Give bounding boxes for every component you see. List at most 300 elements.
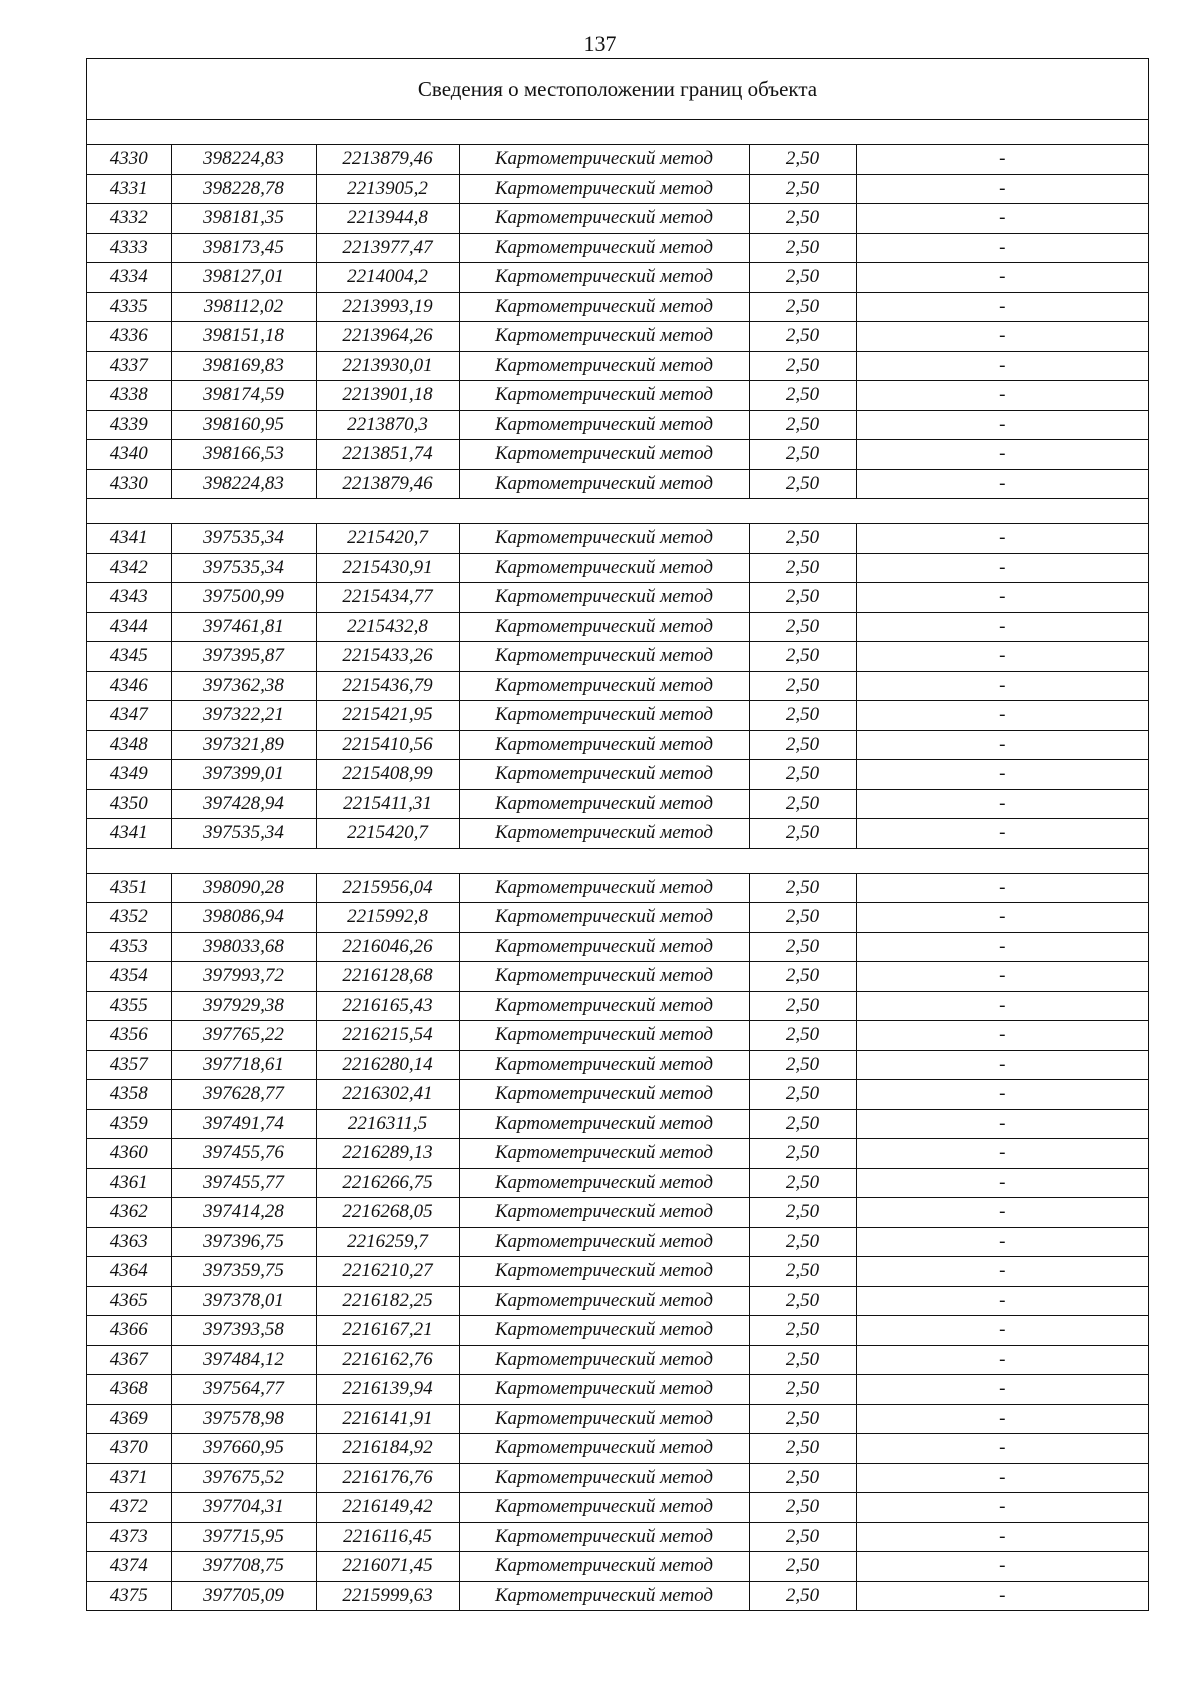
y-coordinate-cell: 2215436,79 — [316, 671, 459, 701]
accuracy-cell: 2,50 — [749, 1139, 856, 1169]
y-coordinate-cell: 2215408,99 — [316, 760, 459, 790]
description-cell: - — [856, 1168, 1148, 1198]
description-cell: - — [856, 351, 1148, 381]
y-coordinate-cell: 2213851,74 — [316, 440, 459, 470]
table-row — [87, 381, 1148, 411]
table-row — [87, 233, 1148, 263]
method-cell: Картометрический метод — [459, 204, 749, 234]
table-row — [87, 263, 1148, 293]
accuracy-cell: 2,50 — [749, 1552, 856, 1582]
point-number-cell: 4374 — [87, 1552, 171, 1582]
y-coordinate-cell: 2216259,7 — [316, 1227, 459, 1257]
description-cell: - — [856, 1375, 1148, 1405]
point-number-cell: 4343 — [87, 583, 171, 613]
point-number-cell: 4357 — [87, 1050, 171, 1080]
method-cell: Картометрический метод — [459, 760, 749, 790]
table-row — [87, 1404, 1148, 1434]
description-cell: - — [856, 1198, 1148, 1228]
point-number-cell: 4346 — [87, 671, 171, 701]
point-number-cell: 4330 — [87, 145, 171, 174]
y-coordinate-cell: 2215420,7 — [316, 524, 459, 554]
x-coordinate-cell: 398173,45 — [171, 233, 316, 263]
method-cell: Картометрический метод — [459, 1080, 749, 1110]
table-row — [87, 174, 1148, 204]
description-cell: - — [856, 1581, 1148, 1610]
method-cell: Картометрический метод — [459, 730, 749, 760]
method-cell: Картометрический метод — [459, 1493, 749, 1523]
point-number-cell: 4347 — [87, 701, 171, 731]
table-row — [87, 1581, 1148, 1610]
accuracy-cell: 2,50 — [749, 1434, 856, 1464]
x-coordinate-cell: 397535,34 — [171, 819, 316, 849]
description-cell: - — [856, 1227, 1148, 1257]
method-cell: Картометрический метод — [459, 1021, 749, 1051]
method-cell: Картометрический метод — [459, 145, 749, 174]
accuracy-cell: 2,50 — [749, 263, 856, 293]
x-coordinate-cell: 397564,77 — [171, 1375, 316, 1405]
accuracy-cell: 2,50 — [749, 932, 856, 962]
table-title: Сведения о местоположении границ объекта — [87, 59, 1148, 120]
y-coordinate-cell: 2214004,2 — [316, 263, 459, 293]
y-coordinate-cell: 2213901,18 — [316, 381, 459, 411]
y-coordinate-cell: 2215992,8 — [316, 903, 459, 933]
y-coordinate-cell: 2216302,41 — [316, 1080, 459, 1110]
description-cell: - — [856, 381, 1148, 411]
point-number-cell: 4367 — [87, 1345, 171, 1375]
point-number-cell: 4354 — [87, 962, 171, 992]
point-number-cell: 4332 — [87, 204, 171, 234]
accuracy-cell: 2,50 — [749, 671, 856, 701]
point-number-cell: 4341 — [87, 819, 171, 849]
accuracy-cell: 2,50 — [749, 1463, 856, 1493]
x-coordinate-cell: 397718,61 — [171, 1050, 316, 1080]
method-cell: Картометрический метод — [459, 1522, 749, 1552]
description-cell: - — [856, 1552, 1148, 1582]
accuracy-cell: 2,50 — [749, 1168, 856, 1198]
accuracy-cell: 2,50 — [749, 701, 856, 731]
table-row — [87, 760, 1148, 790]
accuracy-cell: 2,50 — [749, 962, 856, 992]
description-cell: - — [856, 903, 1148, 933]
table-row — [87, 322, 1148, 352]
x-coordinate-cell: 397396,75 — [171, 1227, 316, 1257]
x-coordinate-cell: 398181,35 — [171, 204, 316, 234]
y-coordinate-cell: 2216176,76 — [316, 1463, 459, 1493]
point-number-cell: 4366 — [87, 1316, 171, 1346]
method-cell: Картометрический метод — [459, 524, 749, 554]
x-coordinate-cell: 397461,81 — [171, 612, 316, 642]
table-row — [87, 1286, 1148, 1316]
accuracy-cell: 2,50 — [749, 1286, 856, 1316]
y-coordinate-cell: 2215432,8 — [316, 612, 459, 642]
x-coordinate-cell: 397322,21 — [171, 701, 316, 731]
point-number-cell: 4330 — [87, 469, 171, 499]
x-coordinate-cell: 397359,75 — [171, 1257, 316, 1287]
method-cell: Картометрический метод — [459, 351, 749, 381]
y-coordinate-cell: 2215433,26 — [316, 642, 459, 672]
description-cell: - — [856, 1434, 1148, 1464]
page-number: 137 — [583, 31, 617, 56]
y-coordinate-cell: 2215999,63 — [316, 1581, 459, 1610]
point-number-cell: 4351 — [87, 873, 171, 903]
accuracy-cell: 2,50 — [749, 351, 856, 381]
table-row — [87, 1257, 1148, 1287]
point-number-cell: 4339 — [87, 410, 171, 440]
y-coordinate-cell: 2215434,77 — [316, 583, 459, 613]
description-cell: - — [856, 873, 1148, 903]
y-coordinate-cell: 2215430,91 — [316, 553, 459, 583]
y-coordinate-cell: 2213905,2 — [316, 174, 459, 204]
method-cell: Картометрический метод — [459, 789, 749, 819]
method-cell: Картометрический метод — [459, 583, 749, 613]
table-row — [87, 1316, 1148, 1346]
method-cell: Картометрический метод — [459, 1050, 749, 1080]
table-row — [87, 1168, 1148, 1198]
y-coordinate-cell: 2216167,21 — [316, 1316, 459, 1346]
method-cell: Картометрический метод — [459, 1404, 749, 1434]
description-cell: - — [856, 263, 1148, 293]
method-cell: Картометрический метод — [459, 1109, 749, 1139]
description-cell: - — [856, 524, 1148, 554]
method-cell: Картометрический метод — [459, 174, 749, 204]
description-cell: - — [856, 642, 1148, 672]
description-cell: - — [856, 553, 1148, 583]
method-cell: Картометрический метод — [459, 553, 749, 583]
accuracy-cell: 2,50 — [749, 642, 856, 672]
x-coordinate-cell: 397765,22 — [171, 1021, 316, 1051]
description-cell: - — [856, 145, 1148, 174]
table-row — [87, 351, 1148, 381]
accuracy-cell: 2,50 — [749, 204, 856, 234]
description-cell: - — [856, 1021, 1148, 1051]
method-cell: Картометрический метод — [459, 292, 749, 322]
point-number-cell: 4349 — [87, 760, 171, 790]
table-row — [87, 145, 1148, 174]
y-coordinate-cell: 2216184,92 — [316, 1434, 459, 1464]
table-row — [87, 932, 1148, 962]
y-coordinate-cell: 2213944,8 — [316, 204, 459, 234]
x-coordinate-cell: 397675,52 — [171, 1463, 316, 1493]
accuracy-cell: 2,50 — [749, 1050, 856, 1080]
description-cell: - — [856, 789, 1148, 819]
point-number-cell: 4365 — [87, 1286, 171, 1316]
description-cell: - — [856, 233, 1148, 263]
method-cell: Картометрический метод — [459, 322, 749, 352]
accuracy-cell: 2,50 — [749, 1198, 856, 1228]
description-cell: - — [856, 204, 1148, 234]
point-number-cell: 4371 — [87, 1463, 171, 1493]
boundary-sheet — [86, 58, 1149, 1611]
x-coordinate-cell: 397660,95 — [171, 1434, 316, 1464]
table-row — [87, 1375, 1148, 1405]
point-number-cell: 4331 — [87, 174, 171, 204]
x-coordinate-cell: 397321,89 — [171, 730, 316, 760]
point-number-cell: 4375 — [87, 1581, 171, 1610]
method-cell: Картометрический метод — [459, 381, 749, 411]
accuracy-cell: 2,50 — [749, 292, 856, 322]
x-coordinate-cell: 397578,98 — [171, 1404, 316, 1434]
y-coordinate-cell: 2216071,45 — [316, 1552, 459, 1582]
method-cell: Картометрический метод — [459, 1257, 749, 1287]
description-cell: - — [856, 701, 1148, 731]
accuracy-cell: 2,50 — [749, 469, 856, 499]
x-coordinate-cell: 398224,83 — [171, 145, 316, 174]
table-row — [87, 1493, 1148, 1523]
table-row — [87, 292, 1148, 322]
y-coordinate-cell: 2215420,7 — [316, 819, 459, 849]
method-cell: Картометрический метод — [459, 233, 749, 263]
y-coordinate-cell: 2216268,05 — [316, 1198, 459, 1228]
point-number-cell: 4364 — [87, 1257, 171, 1287]
accuracy-cell: 2,50 — [749, 1021, 856, 1051]
table-row — [87, 1227, 1148, 1257]
description-cell: - — [856, 819, 1148, 849]
table-row — [87, 1080, 1148, 1110]
x-coordinate-cell: 398090,28 — [171, 873, 316, 903]
method-cell: Картометрический метод — [459, 991, 749, 1021]
y-coordinate-cell: 2216210,27 — [316, 1257, 459, 1287]
x-coordinate-cell: 398160,95 — [171, 410, 316, 440]
x-coordinate-cell: 397399,01 — [171, 760, 316, 790]
table-row — [87, 524, 1148, 554]
point-number-cell: 4350 — [87, 789, 171, 819]
table-row — [87, 1139, 1148, 1169]
accuracy-cell: 2,50 — [749, 1375, 856, 1405]
description-cell: - — [856, 1080, 1148, 1110]
y-coordinate-cell: 2213964,26 — [316, 322, 459, 352]
table-row — [87, 583, 1148, 613]
group-separator-row — [87, 499, 1148, 524]
method-cell: Картометрический метод — [459, 1168, 749, 1198]
accuracy-cell: 2,50 — [749, 553, 856, 583]
x-coordinate-cell: 397705,09 — [171, 1581, 316, 1610]
y-coordinate-cell: 2213879,46 — [316, 145, 459, 174]
table-row — [87, 1109, 1148, 1139]
point-number-cell: 4334 — [87, 263, 171, 293]
y-coordinate-cell: 2216128,68 — [316, 962, 459, 992]
table-row — [87, 1345, 1148, 1375]
description-cell: - — [856, 760, 1148, 790]
description-cell: - — [856, 1345, 1148, 1375]
point-number-cell: 4356 — [87, 1021, 171, 1051]
table-row — [87, 730, 1148, 760]
method-cell: Картометрический метод — [459, 1581, 749, 1610]
description-cell: - — [856, 1286, 1148, 1316]
coordinates-table-body — [87, 145, 1148, 1610]
table-row — [87, 410, 1148, 440]
method-cell: Картометрический метод — [459, 1198, 749, 1228]
method-cell: Картометрический метод — [459, 1434, 749, 1464]
y-coordinate-cell: 2215411,31 — [316, 789, 459, 819]
y-coordinate-cell: 2216289,13 — [316, 1139, 459, 1169]
description-cell: - — [856, 1463, 1148, 1493]
table-row — [87, 1434, 1148, 1464]
description-cell: - — [856, 583, 1148, 613]
x-coordinate-cell: 397491,74 — [171, 1109, 316, 1139]
table-row — [87, 991, 1148, 1021]
description-cell: - — [856, 1050, 1148, 1080]
accuracy-cell: 2,50 — [749, 789, 856, 819]
x-coordinate-cell: 398086,94 — [171, 903, 316, 933]
x-coordinate-cell: 397704,31 — [171, 1493, 316, 1523]
description-cell: - — [856, 962, 1148, 992]
description-cell: - — [856, 730, 1148, 760]
x-coordinate-cell: 397414,28 — [171, 1198, 316, 1228]
table-row — [87, 1021, 1148, 1051]
x-coordinate-cell: 397500,99 — [171, 583, 316, 613]
method-cell: Картометрический метод — [459, 410, 749, 440]
x-coordinate-cell: 397715,95 — [171, 1522, 316, 1552]
method-cell: Картометрический метод — [459, 469, 749, 499]
accuracy-cell: 2,50 — [749, 322, 856, 352]
point-number-cell: 4355 — [87, 991, 171, 1021]
method-cell: Картометрический метод — [459, 1286, 749, 1316]
point-number-cell: 4369 — [87, 1404, 171, 1434]
y-coordinate-cell: 2216311,5 — [316, 1109, 459, 1139]
point-number-cell: 4333 — [87, 233, 171, 263]
table-row — [87, 819, 1148, 849]
y-coordinate-cell: 2215410,56 — [316, 730, 459, 760]
table-row — [87, 1552, 1148, 1582]
point-number-cell: 4352 — [87, 903, 171, 933]
point-number-cell: 4340 — [87, 440, 171, 470]
description-cell: - — [856, 292, 1148, 322]
accuracy-cell: 2,50 — [749, 583, 856, 613]
point-number-cell: 4363 — [87, 1227, 171, 1257]
point-number-cell: 4336 — [87, 322, 171, 352]
accuracy-cell: 2,50 — [749, 991, 856, 1021]
description-cell: - — [856, 1109, 1148, 1139]
y-coordinate-cell: 2216280,14 — [316, 1050, 459, 1080]
x-coordinate-cell: 398112,02 — [171, 292, 316, 322]
method-cell: Картометрический метод — [459, 671, 749, 701]
accuracy-cell: 2,50 — [749, 1080, 856, 1110]
y-coordinate-cell: 2216141,91 — [316, 1404, 459, 1434]
table-row — [87, 553, 1148, 583]
method-cell: Картометрический метод — [459, 873, 749, 903]
description-cell: - — [856, 322, 1148, 352]
accuracy-cell: 2,50 — [749, 174, 856, 204]
accuracy-cell: 2,50 — [749, 1522, 856, 1552]
x-coordinate-cell: 398174,59 — [171, 381, 316, 411]
table-row — [87, 1198, 1148, 1228]
accuracy-cell: 2,50 — [749, 819, 856, 849]
group-separator-row — [87, 848, 1148, 873]
description-cell: - — [856, 612, 1148, 642]
accuracy-cell: 2,50 — [749, 1316, 856, 1346]
accuracy-cell: 2,50 — [749, 233, 856, 263]
y-coordinate-cell: 2216116,45 — [316, 1522, 459, 1552]
point-number-cell: 4344 — [87, 612, 171, 642]
description-cell: - — [856, 1493, 1148, 1523]
description-cell: - — [856, 469, 1148, 499]
y-coordinate-cell: 2216182,25 — [316, 1286, 459, 1316]
group-separator-cell — [87, 499, 1148, 524]
y-coordinate-cell: 2213930,01 — [316, 351, 459, 381]
accuracy-cell: 2,50 — [749, 730, 856, 760]
x-coordinate-cell: 398166,53 — [171, 440, 316, 470]
x-coordinate-cell: 397708,75 — [171, 1552, 316, 1582]
point-number-cell: 4370 — [87, 1434, 171, 1464]
x-coordinate-cell: 398228,78 — [171, 174, 316, 204]
point-number-cell: 4338 — [87, 381, 171, 411]
table-row — [87, 962, 1148, 992]
accuracy-cell: 2,50 — [749, 612, 856, 642]
x-coordinate-cell: 397362,38 — [171, 671, 316, 701]
description-cell: - — [856, 440, 1148, 470]
description-cell: - — [856, 1522, 1148, 1552]
method-cell: Картометрический метод — [459, 1463, 749, 1493]
description-cell: - — [856, 932, 1148, 962]
accuracy-cell: 2,50 — [749, 381, 856, 411]
method-cell: Картометрический метод — [459, 612, 749, 642]
x-coordinate-cell: 397535,34 — [171, 553, 316, 583]
table-row — [87, 873, 1148, 903]
method-cell: Картометрический метод — [459, 1552, 749, 1582]
y-coordinate-cell: 2216215,54 — [316, 1021, 459, 1051]
coordinates-table — [87, 145, 1148, 1610]
point-number-cell: 4337 — [87, 351, 171, 381]
method-cell: Картометрический метод — [459, 932, 749, 962]
point-number-cell: 4358 — [87, 1080, 171, 1110]
method-cell: Картометрический метод — [459, 819, 749, 849]
description-cell: - — [856, 410, 1148, 440]
group-separator-cell — [87, 848, 1148, 873]
description-cell: - — [856, 174, 1148, 204]
method-cell: Картометрический метод — [459, 1227, 749, 1257]
accuracy-cell: 2,50 — [749, 1345, 856, 1375]
y-coordinate-cell: 2215956,04 — [316, 873, 459, 903]
method-cell: Картометрический метод — [459, 1139, 749, 1169]
header-spacer-row — [87, 120, 1148, 145]
y-coordinate-cell: 2216046,26 — [316, 932, 459, 962]
accuracy-cell: 2,50 — [749, 410, 856, 440]
x-coordinate-cell: 397455,77 — [171, 1168, 316, 1198]
point-number-cell: 4341 — [87, 524, 171, 554]
method-cell: Картометрический метод — [459, 440, 749, 470]
point-number-cell: 4348 — [87, 730, 171, 760]
description-cell: - — [856, 671, 1148, 701]
method-cell: Картометрический метод — [459, 1316, 749, 1346]
point-number-cell: 4359 — [87, 1109, 171, 1139]
y-coordinate-cell: 2216165,43 — [316, 991, 459, 1021]
table-row — [87, 903, 1148, 933]
y-coordinate-cell: 2213993,19 — [316, 292, 459, 322]
method-cell: Картометрический метод — [459, 642, 749, 672]
description-cell: - — [856, 1404, 1148, 1434]
x-coordinate-cell: 397428,94 — [171, 789, 316, 819]
table-row — [87, 1522, 1148, 1552]
description-cell: - — [856, 991, 1148, 1021]
point-number-cell: 4361 — [87, 1168, 171, 1198]
table-row — [87, 440, 1148, 470]
x-coordinate-cell: 397993,72 — [171, 962, 316, 992]
accuracy-cell: 2,50 — [749, 1257, 856, 1287]
y-coordinate-cell: 2213879,46 — [316, 469, 459, 499]
table-row — [87, 671, 1148, 701]
x-coordinate-cell: 397378,01 — [171, 1286, 316, 1316]
point-number-cell: 4362 — [87, 1198, 171, 1228]
table-row — [87, 701, 1148, 731]
accuracy-cell: 2,50 — [749, 1493, 856, 1523]
point-number-cell: 4368 — [87, 1375, 171, 1405]
x-coordinate-cell: 398224,83 — [171, 469, 316, 499]
point-number-cell: 4373 — [87, 1522, 171, 1552]
method-cell: Картометрический метод — [459, 962, 749, 992]
x-coordinate-cell: 398033,68 — [171, 932, 316, 962]
point-number-cell: 4342 — [87, 553, 171, 583]
accuracy-cell: 2,50 — [749, 1227, 856, 1257]
